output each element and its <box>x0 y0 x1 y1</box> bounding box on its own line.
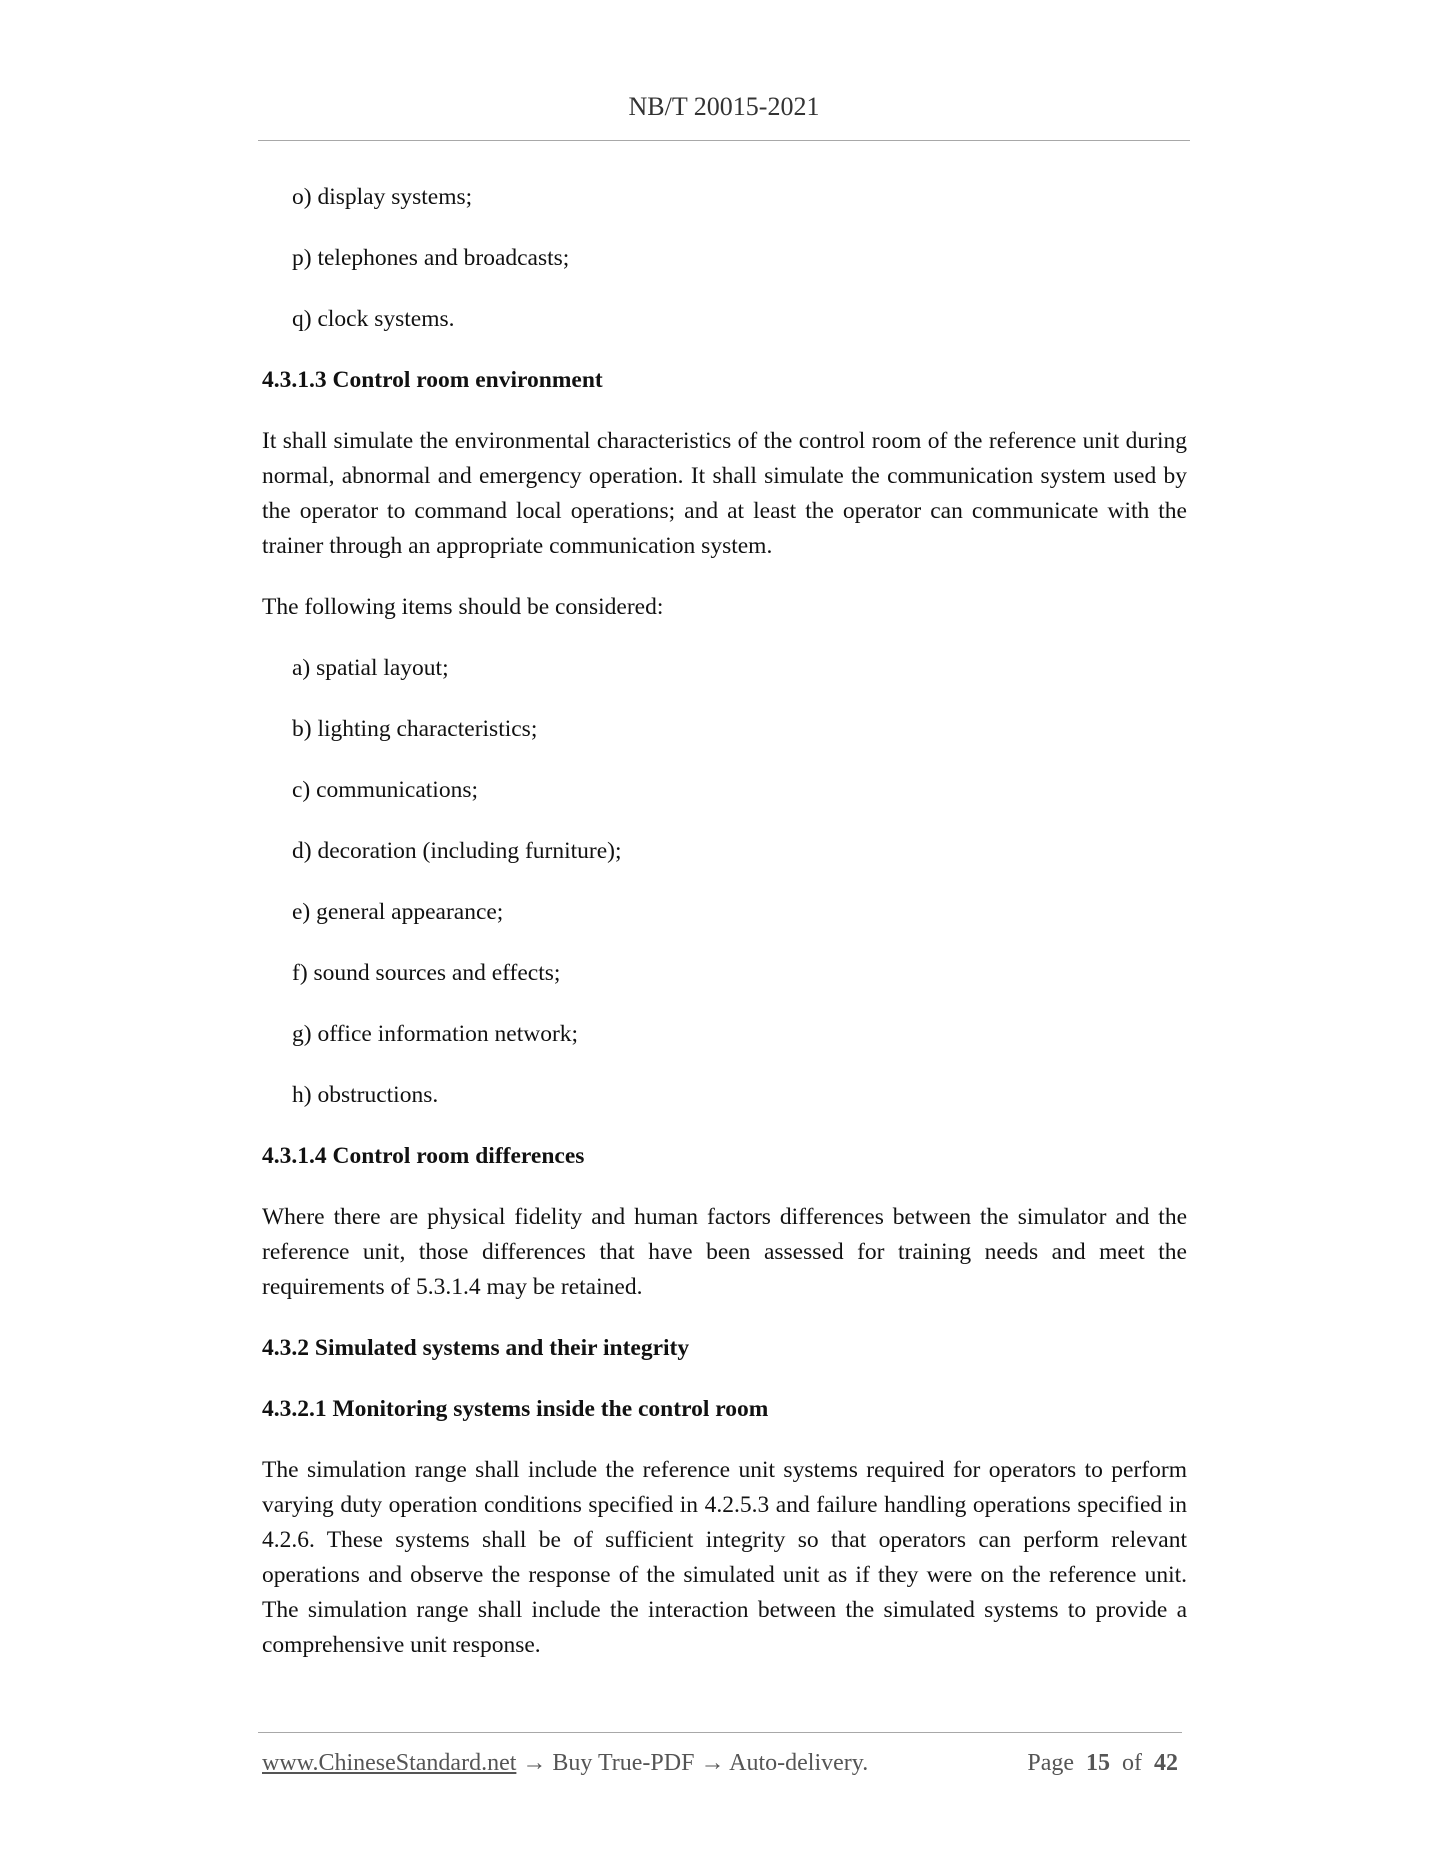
paragraph: The following items should be considered: <box>262 594 664 620</box>
arrow-right-icon: → <box>700 1750 725 1776</box>
arrow-right-icon: → <box>522 1750 547 1776</box>
page-header: NB/T 20015-2021 <box>628 92 820 121</box>
list-item: f) sound sources and effects; <box>292 960 561 986</box>
header-divider <box>258 140 1190 141</box>
page-indicator <box>1027 1750 1178 1777</box>
footer-divider <box>258 1732 1182 1733</box>
of-label: of <box>1122 1750 1142 1776</box>
total-pages-number: 42 <box>1154 1750 1178 1776</box>
page-content <box>262 180 1187 1689</box>
list-item: a) spatial layout; <box>292 655 449 681</box>
list-item: p) telephones and broadcasts; <box>292 245 570 271</box>
list-item: q) clock systems. <box>292 306 455 332</box>
section-heading-4-3-2-1: 4.3.2.1 Monitoring systems inside the control room <box>262 1396 769 1422</box>
site-link[interactable]: www.ChineseStandard.net <box>262 1750 517 1776</box>
buy-pdf-text: Buy True-PDF <box>552 1750 695 1776</box>
auto-delivery-text: Auto-delivery. <box>729 1750 869 1776</box>
paragraph: Where there are physical fidelity and human factors differences between the simulator and the reference unit, those differences that have been assessed for training needs and meet the requirements of 5.3.1.4 may be retained. <box>262 1204 1187 1300</box>
paragraph: The simulation range shall include the reference unit systems required for operators to perform varying duty operation conditions specified in 4.2.5.3 and failure handling operations specified in 4.2.6. These systems shall be of sufficient integrity so that operators can perform relevant operations and observe the response of the simulated unit as if they were on the reference unit. The simulation range shall include the interaction between the simulated systems to provide a comprehensive unit response. <box>262 1457 1187 1658</box>
current-page-number: 15 <box>1086 1750 1110 1776</box>
list-item: g) office information network; <box>292 1021 579 1047</box>
list-item: b) lighting characteristics; <box>292 716 538 742</box>
page-footer <box>262 1750 1178 1777</box>
list-item: e) general appearance; <box>292 899 504 925</box>
paragraph: It shall simulate the environmental characteristics of the control room of the reference unit during normal, abnormal and emergency operation. It shall simulate the communication system used by the operator to command local operations; and at least the operator can communicate with the trainer through an appropriate communication system. <box>262 428 1187 559</box>
list-item: h) obstructions. <box>292 1082 439 1108</box>
list-item: c) communications; <box>292 777 478 803</box>
list-item: d) decoration (including furniture); <box>292 838 622 864</box>
page-label: Page <box>1027 1750 1074 1776</box>
section-heading-4-3-1-4: 4.3.1.4 Control room differences <box>262 1143 585 1169</box>
list-item: o) display systems; <box>292 184 473 210</box>
section-heading-4-3-1-3: 4.3.1.3 Control room environment <box>262 367 603 393</box>
footer-left <box>262 1750 868 1777</box>
section-heading-4-3-2: 4.3.2 Simulated systems and their integrity <box>262 1335 690 1361</box>
